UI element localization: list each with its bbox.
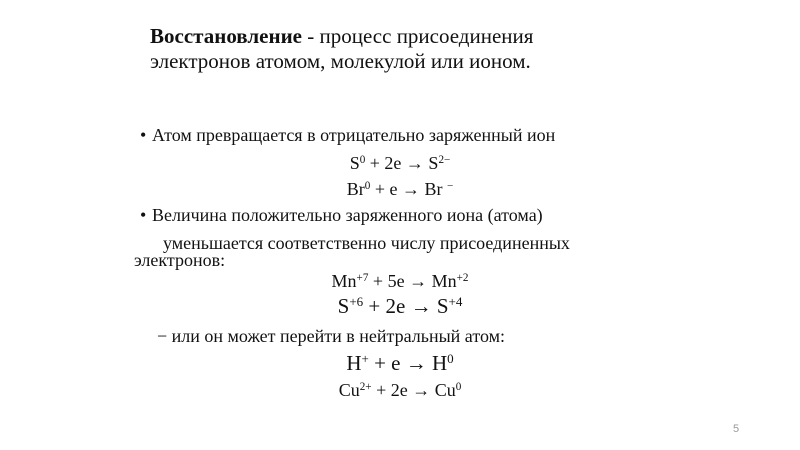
eq-lhs: Cu — [338, 380, 360, 400]
bullet-2-text: Величина положительно заряженного иона (атома) — [152, 205, 543, 225]
title-definition-1: - процесс присоединения — [301, 24, 534, 48]
continuation-line-1: уменьшается соответственно числу присоединенных — [163, 233, 570, 253]
page-number: 5 — [733, 423, 740, 435]
eq-lhs-sup: 2+ — [359, 380, 372, 393]
eq-lhs-sup: 0 — [364, 179, 371, 192]
title-term: Восстановление — [150, 24, 302, 48]
bullet-marker: • — [140, 125, 147, 145]
eq-rhs-sup: +2 — [456, 271, 469, 284]
eq-lhs-sup: +6 — [349, 293, 364, 309]
eq-lhs-sup: + — [361, 350, 369, 366]
bullet-1-text: Атом превращается в отрицательно заряженный ион — [152, 125, 556, 145]
eq-rhs-sup: − — [446, 179, 454, 192]
eq-mid: + e → Br — [370, 179, 447, 199]
equation-h-reduction — [0, 351, 800, 376]
bullet-marker: • — [140, 205, 147, 225]
equation-mn-reduction — [0, 271, 800, 292]
eq-mid: + 2e → S — [365, 153, 439, 173]
equation-s-reduction — [0, 153, 800, 174]
eq-lhs: Mn — [331, 271, 357, 291]
equation-br-reduction — [0, 179, 800, 200]
eq-lhs-sup: 0 — [359, 153, 366, 166]
eq-rhs-sup: 2− — [438, 153, 451, 166]
continuation-line-2: электронов: — [134, 250, 226, 270]
eq-rhs-sup: 0 — [447, 350, 454, 366]
eq-lhs: S — [337, 294, 350, 318]
bullet-1 — [140, 125, 555, 146]
eq-mid: + 2e → S — [363, 294, 449, 318]
eq-mid: + e → H — [368, 351, 448, 375]
eq-lhs: S — [349, 153, 360, 173]
neutral-atom-line: − или он может перейти в нейтральный атом: — [157, 326, 506, 346]
bullet-2 — [140, 205, 543, 226]
title-line-1 — [150, 24, 533, 49]
slide-title — [150, 24, 533, 74]
eq-mid: + 2e → Cu — [371, 380, 456, 400]
eq-lhs: H — [346, 351, 362, 375]
eq-mid: + 5e → Mn — [368, 271, 457, 291]
eq-rhs-sup: 0 — [455, 380, 462, 393]
equation-cu-reduction — [0, 380, 800, 401]
equation-s-plus6-reduction — [0, 294, 800, 319]
eq-rhs-sup: +4 — [448, 293, 463, 309]
title-line-2: электронов атомом, молекулой или ионом. — [150, 49, 531, 73]
eq-lhs: Br — [346, 179, 365, 199]
eq-lhs-sup: +7 — [356, 271, 369, 284]
